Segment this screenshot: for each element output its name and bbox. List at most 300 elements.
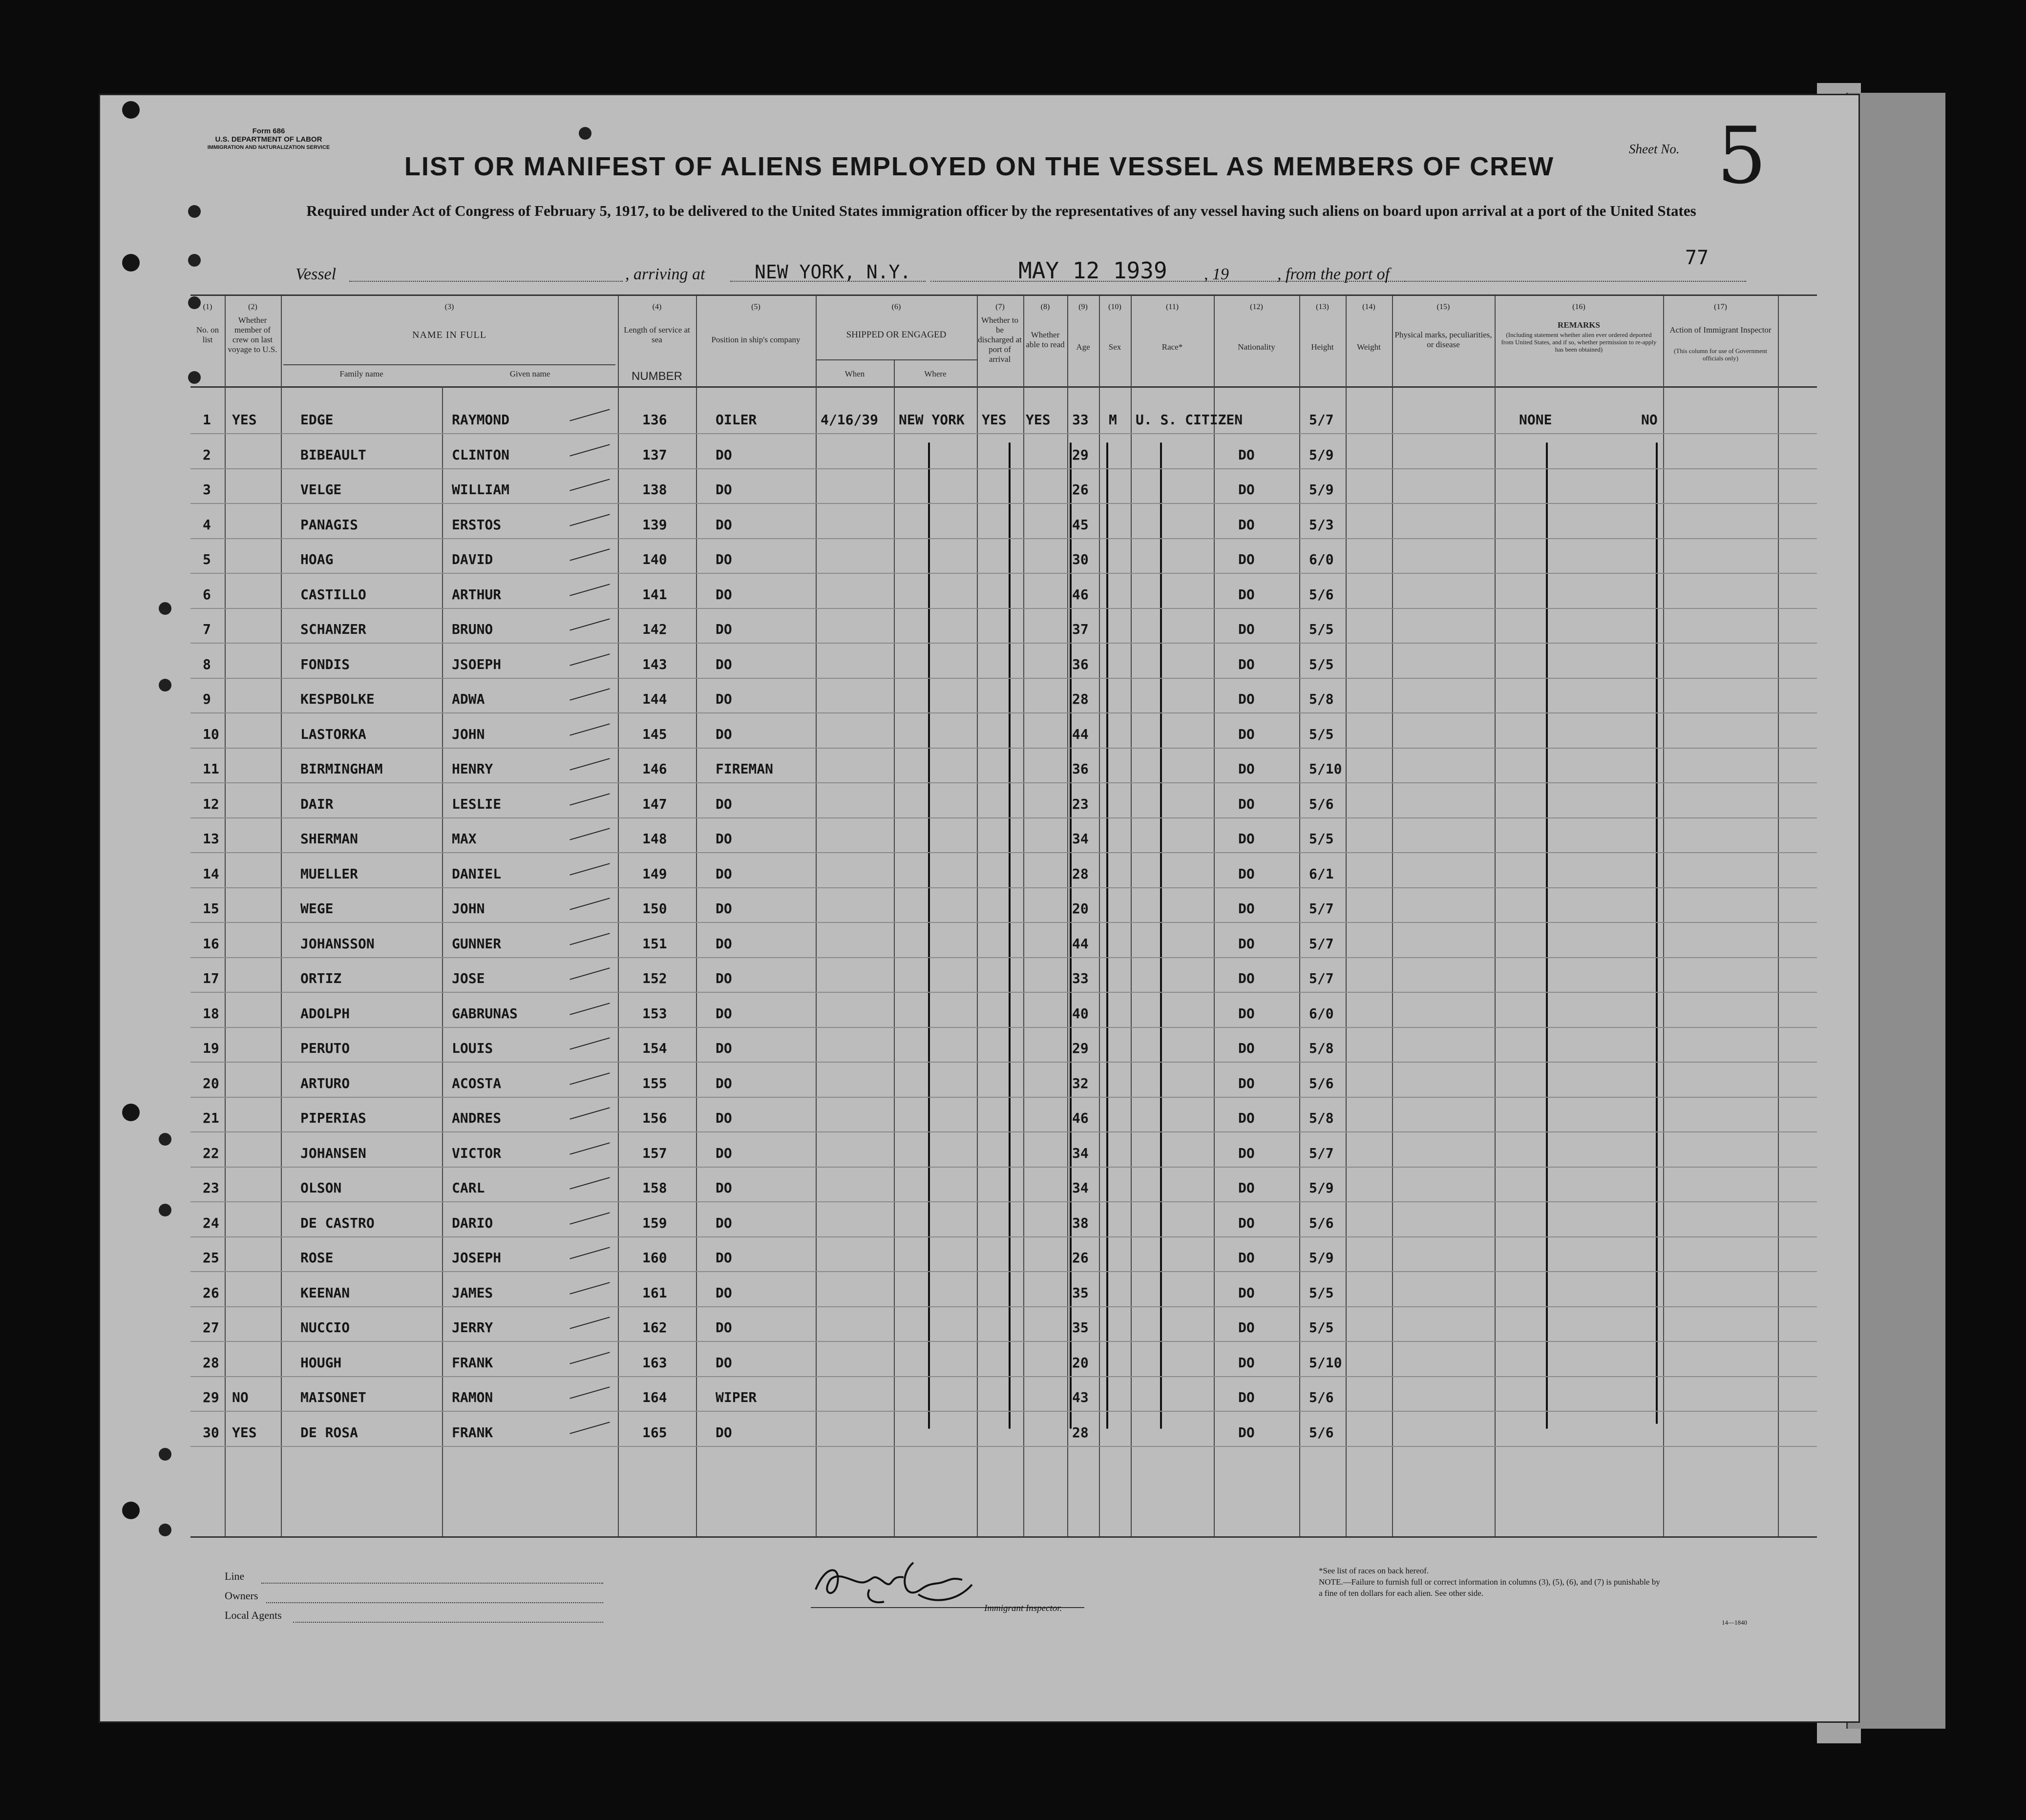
height: 5/5 [1309,831,1334,847]
table-row [190,820,1817,855]
col8-number: (8) [1040,303,1050,311]
age: 34 [1072,1180,1089,1196]
nationality: DO [1238,1389,1255,1405]
height: 5/6 [1309,1389,1334,1405]
pen-tick [570,1107,610,1119]
given-name: RAYMOND [452,412,510,428]
given-name: JAMES [452,1284,493,1301]
nationality: DO [1238,1110,1255,1126]
given-name: ADWA [452,691,485,707]
header-divider [190,386,1817,388]
age: 29 [1072,1040,1089,1056]
row-rule [190,1271,1817,1272]
nationality: DO [1238,481,1255,498]
col4-header: Length of service at sea [624,325,690,344]
col15-number: (15) [1436,303,1450,311]
table-row [190,576,1817,610]
punch-hole [188,205,201,218]
row-number: 20 [203,1075,219,1091]
row-rule [190,1446,1817,1447]
age: 28 [1072,1424,1089,1441]
table-row [190,1204,1817,1239]
row-number: 29 [203,1389,219,1405]
row-number: 21 [203,1110,219,1126]
table-row [190,1379,1817,1413]
service-number: 156 [642,1110,667,1126]
height: 5/6 [1309,1075,1334,1091]
col3-header: NAME IN FULL [412,330,486,340]
nationality: DO [1238,970,1255,986]
table-row [190,610,1817,645]
pen-tick [570,444,610,456]
given-name: LOUIS [452,1040,493,1056]
col3-number: (3) [444,303,454,311]
position: DO [716,970,732,986]
arrival-date-stamp: MAY 12 1939 [1018,257,1167,284]
age: 36 [1072,761,1089,777]
col12-header: Nationality [1238,342,1275,352]
height: 5/7 [1309,970,1334,986]
binder-hole [122,1502,140,1519]
nationality: DO [1238,516,1255,533]
nationality: DO [1238,865,1255,882]
row-rule [190,1201,1817,1202]
document-subtitle: Required under Act of Congress of February 5, 1917, to be delivered to the United States immigration officer by the representatives of any vessel having such aliens on board upon arrival at a port of the United States [306,202,1696,219]
age: 20 [1072,1354,1089,1371]
family-name: MUELLER [300,865,359,882]
given-name: CLINTON [452,446,510,463]
pen-tick [570,933,610,945]
height: 5/6 [1309,1424,1334,1441]
row-rule [190,1131,1817,1132]
position: DO [716,586,732,603]
age: 40 [1072,1005,1089,1022]
row-rule [190,1097,1817,1098]
row-rule [190,608,1817,609]
service-number: 158 [642,1180,667,1196]
nationality: U. S. CITIZEN [1136,412,1243,428]
col17-subheader: (This column for use of Government officials only) [1674,347,1767,362]
given-name: DANIEL [452,865,502,882]
age: 45 [1072,516,1089,533]
col14-number: (14) [1362,303,1375,311]
table-row [190,1309,1817,1343]
row-rule [190,1306,1817,1307]
pen-tick [570,1386,610,1399]
pen-tick [570,828,610,840]
given-name-header: Given name [509,369,550,378]
punch-hole [159,1133,171,1146]
height: 5/5 [1309,726,1334,742]
row-number: 24 [203,1214,219,1231]
pen-tick [570,723,610,735]
service-number: 138 [642,481,667,498]
col11-number: (11) [1165,303,1179,311]
pen-tick [570,409,610,421]
pen-tick [570,1282,610,1294]
position: DO [716,795,732,812]
pen-tick [570,1212,610,1224]
position: DO [716,1145,732,1161]
nationality: DO [1238,1075,1255,1091]
col13-header: Height [1311,342,1334,352]
nationality: DO [1238,1319,1255,1336]
age: 33 [1072,970,1089,986]
age: 23 [1072,795,1089,812]
height: 5/9 [1309,446,1334,463]
age: 20 [1072,900,1089,917]
punch-hole [159,1524,171,1536]
sheet-number-label: Sheet No. [1629,142,1680,156]
given-name: BRUNO [452,621,493,637]
nationality: DO [1238,446,1255,463]
pen-tick [570,793,610,805]
position: DO [716,1075,732,1091]
penalty-note: NOTE.—Failure to furnish full or correct information in columns (3), (5), (6), and (7) is punishable by a fine of ten dollars for each alien. See other side. [1319,1577,1660,1598]
given-name: MAX [452,831,477,847]
position: DO [716,1040,732,1056]
previous-voyage: YES [232,1424,257,1441]
service-number: 146 [642,761,667,777]
nationality: DO [1238,900,1255,917]
given-name: HENRY [452,761,493,777]
nationality: DO [1238,761,1255,777]
col11-header: Race* [1161,342,1183,352]
height: 5/10 [1309,761,1342,777]
family-name: JOHANSSON [300,935,375,952]
col9-number: (9) [1078,303,1088,311]
pen-tick [570,618,610,630]
age: 44 [1072,726,1089,742]
row-rule [190,538,1817,539]
previous-voyage: NO [232,1389,249,1405]
line-label: Line [225,1570,245,1582]
position: DO [716,446,732,463]
punch-hole [159,602,171,615]
table-row [190,960,1817,994]
given-name: DARIO [452,1214,493,1231]
col17-number: (17) [1714,303,1727,311]
table-row [190,925,1817,960]
age: 34 [1072,1145,1089,1161]
service-number: 137 [642,446,667,463]
col2-number: (2) [248,303,257,311]
pen-tick [570,1422,610,1434]
row-number: 28 [203,1354,219,1371]
age: 46 [1072,586,1089,603]
family-name: ROSE [300,1250,334,1266]
service-number: 162 [642,1319,667,1336]
height: 5/10 [1309,1354,1342,1371]
age: 43 [1072,1389,1089,1405]
col7-header: Whether to be discharged at port of arrival [978,315,1022,364]
col12-number: (12) [1250,303,1263,311]
family-name: ADOLPH [300,1005,350,1022]
nationality: DO [1238,1250,1255,1266]
nationality: DO [1238,1145,1255,1161]
col6-header: SHIPPED OR ENGAGED [846,330,947,340]
service-number: 152 [642,970,667,986]
col15-header: Physical marks, peculiarities, or disease [1394,330,1492,349]
age: 37 [1072,621,1089,637]
position: DO [716,831,732,847]
given-name: JOSEPH [452,1250,502,1266]
remarks: NO [1641,412,1658,428]
height: 5/9 [1309,481,1334,498]
col1-number: (1) [203,303,212,311]
table-row [190,855,1817,890]
pen-tick [570,967,610,980]
table-row [190,750,1817,785]
nationality: DO [1238,586,1255,603]
table-row [190,1134,1817,1169]
nationality: DO [1238,935,1255,952]
service-number: 153 [642,1005,667,1022]
row-number: 26 [203,1284,219,1301]
height: 5/7 [1309,935,1334,952]
row-number: 8 [203,656,211,672]
nationality: DO [1238,726,1255,742]
row-rule [190,748,1817,749]
row-number: 18 [203,1005,219,1022]
col16-number: (16) [1572,303,1585,311]
col2-header: Whether member of crew on last voyage to U.S. [228,315,277,354]
pen-tick [570,548,610,561]
service-number: 164 [642,1389,667,1405]
table-row [190,1099,1817,1134]
age: 30 [1072,551,1089,567]
col17-header: Action of Immigrant Inspector [1669,325,1772,335]
row-number: 16 [203,935,219,952]
family-name: BIRMINGHAM [300,761,383,777]
pen-tick [570,514,610,526]
binder-hole [122,101,140,119]
row-number: 12 [203,795,219,812]
service-number: 145 [642,726,667,742]
height: 5/9 [1309,1250,1334,1266]
crew-table [190,294,1817,1538]
age: 36 [1072,656,1089,672]
pen-tick [570,1072,610,1085]
position: DO [716,935,732,952]
table-row [190,995,1817,1029]
given-name: JSOEPH [452,656,502,672]
given-name: FRANK [452,1424,493,1441]
family-name: PERUTO [300,1040,350,1056]
row-number: 19 [203,1040,219,1056]
height: 5/9 [1309,1180,1334,1196]
pen-tick [570,584,610,596]
row-number: 10 [203,726,219,742]
position: DO [716,1110,732,1126]
punch-hole [159,1204,171,1216]
position: DO [716,656,732,672]
row-rule [190,643,1817,644]
name-subdivider [283,364,615,365]
table-row [190,646,1817,680]
family-name: HOAG [300,551,334,567]
service-number: 165 [642,1424,667,1441]
vessel-name-blank [349,263,623,282]
nationality: DO [1238,656,1255,672]
given-name: JOHN [452,726,485,742]
family-name: MAISONET [300,1389,366,1405]
shipped-when: 4/16/39 [821,412,879,428]
age: 28 [1072,865,1089,882]
table-row [190,541,1817,575]
service-number: 160 [642,1250,667,1266]
family-name: KESPBOLKE [300,691,375,707]
row-number: 27 [203,1319,219,1336]
family-name: BIBEAULT [300,446,366,463]
row-number: 3 [203,481,211,498]
given-name: ANDRES [452,1110,502,1126]
row-number: 2 [203,446,211,463]
family-name: HOUGH [300,1354,342,1371]
position: DO [716,621,732,637]
row-number: 13 [203,831,219,847]
arriving-port: NEW YORK, N.Y. [755,261,911,283]
table-row [190,1169,1817,1204]
row-number: 9 [203,691,211,707]
position: DO [716,1424,732,1441]
pen-tick [570,1142,610,1154]
service-number: 149 [642,865,667,882]
height: 5/5 [1309,621,1334,637]
family-name: OLSON [300,1180,342,1196]
height: 6/0 [1309,1005,1334,1022]
sex: M [1109,412,1117,428]
nationality: DO [1238,1040,1255,1056]
col14-header: Weight [1357,342,1381,352]
from-port-label: , from the port of [1277,265,1390,283]
age: 33 [1072,412,1089,428]
age: 32 [1072,1075,1089,1091]
binder-hole [122,254,140,272]
given-name: JOSE [452,970,485,986]
col9-header: Age [1076,342,1090,352]
punch-hole [579,127,591,140]
year-label: , 19 [1204,265,1229,283]
position: DO [716,481,732,498]
service-number: 155 [642,1075,667,1091]
inspector-label: Immigrant Inspector. [984,1603,1062,1613]
row-number: 23 [203,1180,219,1196]
col5-number: (5) [751,303,760,311]
given-name: RAMON [452,1389,493,1405]
family-name: SCHANZER [300,621,366,637]
pen-tick [570,898,610,910]
family-name: JOHANSEN [300,1145,366,1161]
given-name: ERSTOS [452,516,502,533]
service-number: 141 [642,586,667,603]
table-row [190,1029,1817,1064]
position: DO [716,1005,732,1022]
row-rule [190,1341,1817,1342]
height: 5/6 [1309,795,1334,812]
row-number: 17 [203,970,219,986]
age: 46 [1072,1110,1089,1126]
row-rule [190,992,1817,993]
service-number: 150 [642,900,667,917]
given-name: ACOSTA [452,1075,502,1091]
height: 5/5 [1309,656,1334,672]
row-rule [190,852,1817,853]
position: WIPER [716,1389,757,1405]
position: DO [716,1354,732,1371]
age: 35 [1072,1319,1089,1336]
row-rule [190,1027,1817,1028]
age: 38 [1072,1214,1089,1231]
family-name: ORTIZ [300,970,342,986]
row-number: 1 [203,412,211,428]
height: 5/7 [1309,412,1334,428]
table-row [190,785,1817,820]
owners-blank [266,1585,603,1603]
nationality: DO [1238,1005,1255,1022]
service-number: 142 [642,621,667,637]
position: DO [716,516,732,533]
age: 35 [1072,1284,1089,1301]
service-name: IMMIGRATION AND NATURALIZATION SERVICE [207,145,330,150]
family-name: WEGE [300,900,334,917]
local-agents-label: Local Agents [225,1609,282,1621]
given-name: WILLIAM [452,481,510,498]
height: 5/6 [1309,586,1334,603]
row-rule [190,433,1817,434]
vessel-label: Vessel [295,265,337,283]
arriving-label: , arriving at [625,265,705,283]
position: DO [716,1284,732,1301]
col5-header: Position in ship's company [711,335,801,344]
able-to-read: YES [1026,412,1051,428]
row-rule [190,922,1817,923]
punch-hole [159,1448,171,1461]
physical-marks: NONE [1519,412,1552,428]
service-number: 159 [642,1214,667,1231]
service-number: 143 [642,656,667,672]
family-name: SHERMAN [300,831,359,847]
owners-label: Owners [225,1590,258,1602]
row-rule [190,712,1817,713]
row-number: 11 [203,761,219,777]
col8-header: Whether able to read [1026,330,1065,349]
height: 5/5 [1309,1319,1334,1336]
family-name: DAIR [300,795,334,812]
row-rule [190,887,1817,888]
position: DO [716,900,732,917]
row-number: 22 [203,1145,219,1161]
row-rule [190,1411,1817,1412]
service-number: 136 [642,412,667,428]
service-number: 163 [642,1354,667,1371]
given-name: LESLIE [452,795,502,812]
family-name: LASTORKA [300,726,366,742]
given-name: VICTOR [452,1145,502,1161]
row-rule [190,1376,1817,1377]
service-number: 161 [642,1284,667,1301]
nationality: DO [1238,551,1255,567]
height: 5/8 [1309,1040,1334,1056]
family-name: PANAGIS [300,516,359,533]
department-name: U.S. DEPARTMENT OF LABOR [215,135,322,144]
table-row [190,401,1817,436]
age: 26 [1072,1250,1089,1266]
family-name: EDGE [300,412,334,428]
row-number: 7 [203,621,211,637]
table-row [190,1344,1817,1379]
col13-number: (13) [1316,303,1329,311]
